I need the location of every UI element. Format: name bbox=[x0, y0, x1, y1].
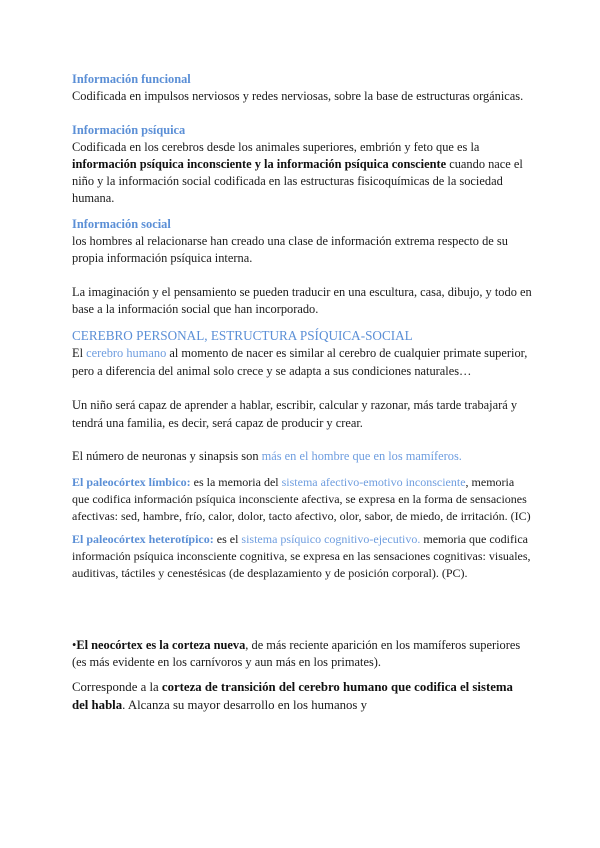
section-informacion-funcional bbox=[72, 71, 532, 105]
text-run: memoria que codifica información psíquica inconsciente cognitiva, se expresa en las sensaciones cognitivas: visuales, auditivas, táctiles y cenestésicas (de desplazamiento y de posición corporal). (PC). bbox=[72, 532, 531, 580]
section-neocortex bbox=[72, 637, 532, 714]
section-heading: Información funcional bbox=[72, 72, 191, 86]
text-run: El número de neuronas y sinapsis son bbox=[72, 449, 262, 463]
section-informacion-social bbox=[72, 216, 532, 318]
section-informacion-psiquica bbox=[72, 122, 532, 207]
text-run: Corresponde a la bbox=[72, 680, 162, 694]
section-heading: Información psíquica bbox=[72, 123, 186, 137]
paragraph bbox=[72, 637, 532, 671]
paragraph bbox=[72, 344, 532, 380]
text-run: Codificada en los cerebros desde los animales superiores, embrión y feto que es la bbox=[72, 140, 480, 154]
text-run: cuando nace el niño y la información social codificada en las estructuras fisicoquímicas de la sociedad humana. bbox=[72, 157, 523, 205]
term-heading: El paleocórtex heterotípico: bbox=[72, 532, 214, 546]
highlight-link[interactable]: cerebro humano bbox=[86, 346, 167, 360]
paragraph: Codificada en impulsos nerviosos y redes nerviosas, sobre la base de estructuras orgánicas. bbox=[72, 89, 524, 103]
section-heading: Información social bbox=[72, 217, 171, 231]
text-run: al momento de nacer es similar al cerebro de cualquier primate superior, pero a diferencia del animal solo crece y se adapta a sus condiciones naturales… bbox=[72, 346, 528, 378]
bold-phrase: corteza de transición del cerebro humano que codifica el sistema del habla bbox=[72, 680, 513, 712]
text-run: El bbox=[72, 346, 87, 360]
bold-phrase: El neocórtex es la corteza nueva bbox=[76, 638, 246, 652]
highlight-link[interactable]: sistema afectivo-emotivo inconsciente bbox=[281, 475, 466, 489]
term-heading: El paleocórtex límbico: bbox=[72, 475, 191, 489]
bold-phrase: información psíquica inconsciente y la información psíquica consciente bbox=[72, 157, 447, 171]
highlight-link[interactable]: sistema psíquico cognitivo-ejecutivo. bbox=[241, 532, 421, 546]
paragraph: Un niño será capaz de aprender a hablar, escribir, calcular y razonar, más tarde trabajará y tendrá una familia, es decir, será capaz de producir y crear. bbox=[72, 398, 518, 430]
section-heading: CEREBRO PERSONAL, ESTRUCTURA PSÍQUICA-SOCIAL bbox=[72, 328, 413, 343]
text-run: . Alcanza su mayor desarrollo en los humanos y bbox=[122, 698, 367, 712]
paragraph bbox=[72, 474, 532, 525]
paragraph bbox=[72, 448, 532, 465]
paragraph: La imaginación y el pensamiento se pueden traducir en una escultura, casa, dibujo, y todo en base a la información social que han incorporado. bbox=[72, 285, 532, 316]
section-cerebro-personal bbox=[72, 327, 532, 465]
paragraph bbox=[72, 678, 532, 714]
text-run: es la memoria del bbox=[190, 475, 282, 489]
paragraph bbox=[72, 531, 532, 582]
text-run: , de más reciente aparición en los mamíferos superiores (es más evidente en los carnívoros y aun más en los primates). bbox=[72, 638, 521, 669]
paragraph: los hombres al relacionarse han creado una clase de información extrema respecto de su propia información psíquica interna. bbox=[72, 234, 508, 265]
section-paleocortex bbox=[72, 474, 532, 582]
text-run: , memoria que codifica información psíquica inconsciente afectiva, se expresa en la forma de sensaciones afectivas: sed, hambre, frío, calor, dolor, tacto afectivo, olor, sabor, de miedo, de irritación. (IC) bbox=[72, 475, 531, 523]
highlight-link[interactable]: más en el hombre que en los mamíferos. bbox=[261, 449, 462, 463]
text-run: es el bbox=[213, 532, 242, 546]
bullet: • bbox=[72, 638, 77, 652]
paragraph bbox=[72, 139, 532, 207]
